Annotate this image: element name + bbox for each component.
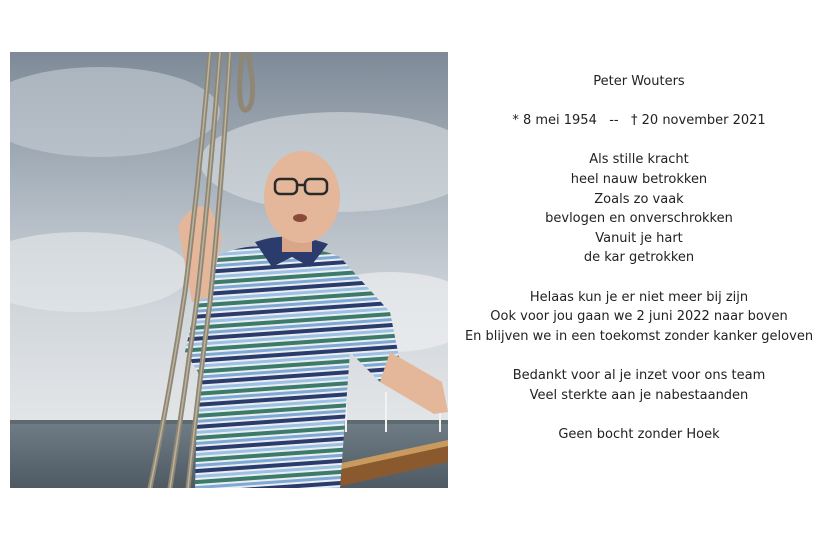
poem-line: Vanuit je hart — [595, 230, 683, 246]
portrait-photo-icon — [10, 52, 448, 488]
person-name: Peter Wouters — [593, 74, 685, 89]
poem-line: de kar getrokken — [583, 250, 695, 266]
message-line: En blijven we in een toekomst zonder kanker geloven — [464, 328, 814, 344]
message-line: Ook voor jou gaan we 2 juni 2022 naar boven — [490, 309, 788, 325]
poem-line: Als stille kracht — [589, 152, 689, 168]
poem-line: bevlogen en onverschrokken — [545, 211, 733, 227]
poem-line: Zoals zo vaak — [594, 191, 684, 207]
thanks-line: Veel sterkte aan je nabestaanden — [529, 387, 749, 403]
life-dates: * 8 mei 1954 -- † 20 november 2021 — [512, 113, 766, 129]
portrait-photo — [10, 52, 448, 488]
poem-line: heel nauw betrokken — [570, 171, 708, 187]
thanks-line: Bedankt voor al je inzet voor ons team — [512, 367, 766, 383]
memorial-text — [452, 72, 826, 444]
message-line: Helaas kun je er niet meer bij zijn — [529, 289, 749, 305]
closing-line: Geen bocht zonder Hoek — [558, 426, 720, 442]
